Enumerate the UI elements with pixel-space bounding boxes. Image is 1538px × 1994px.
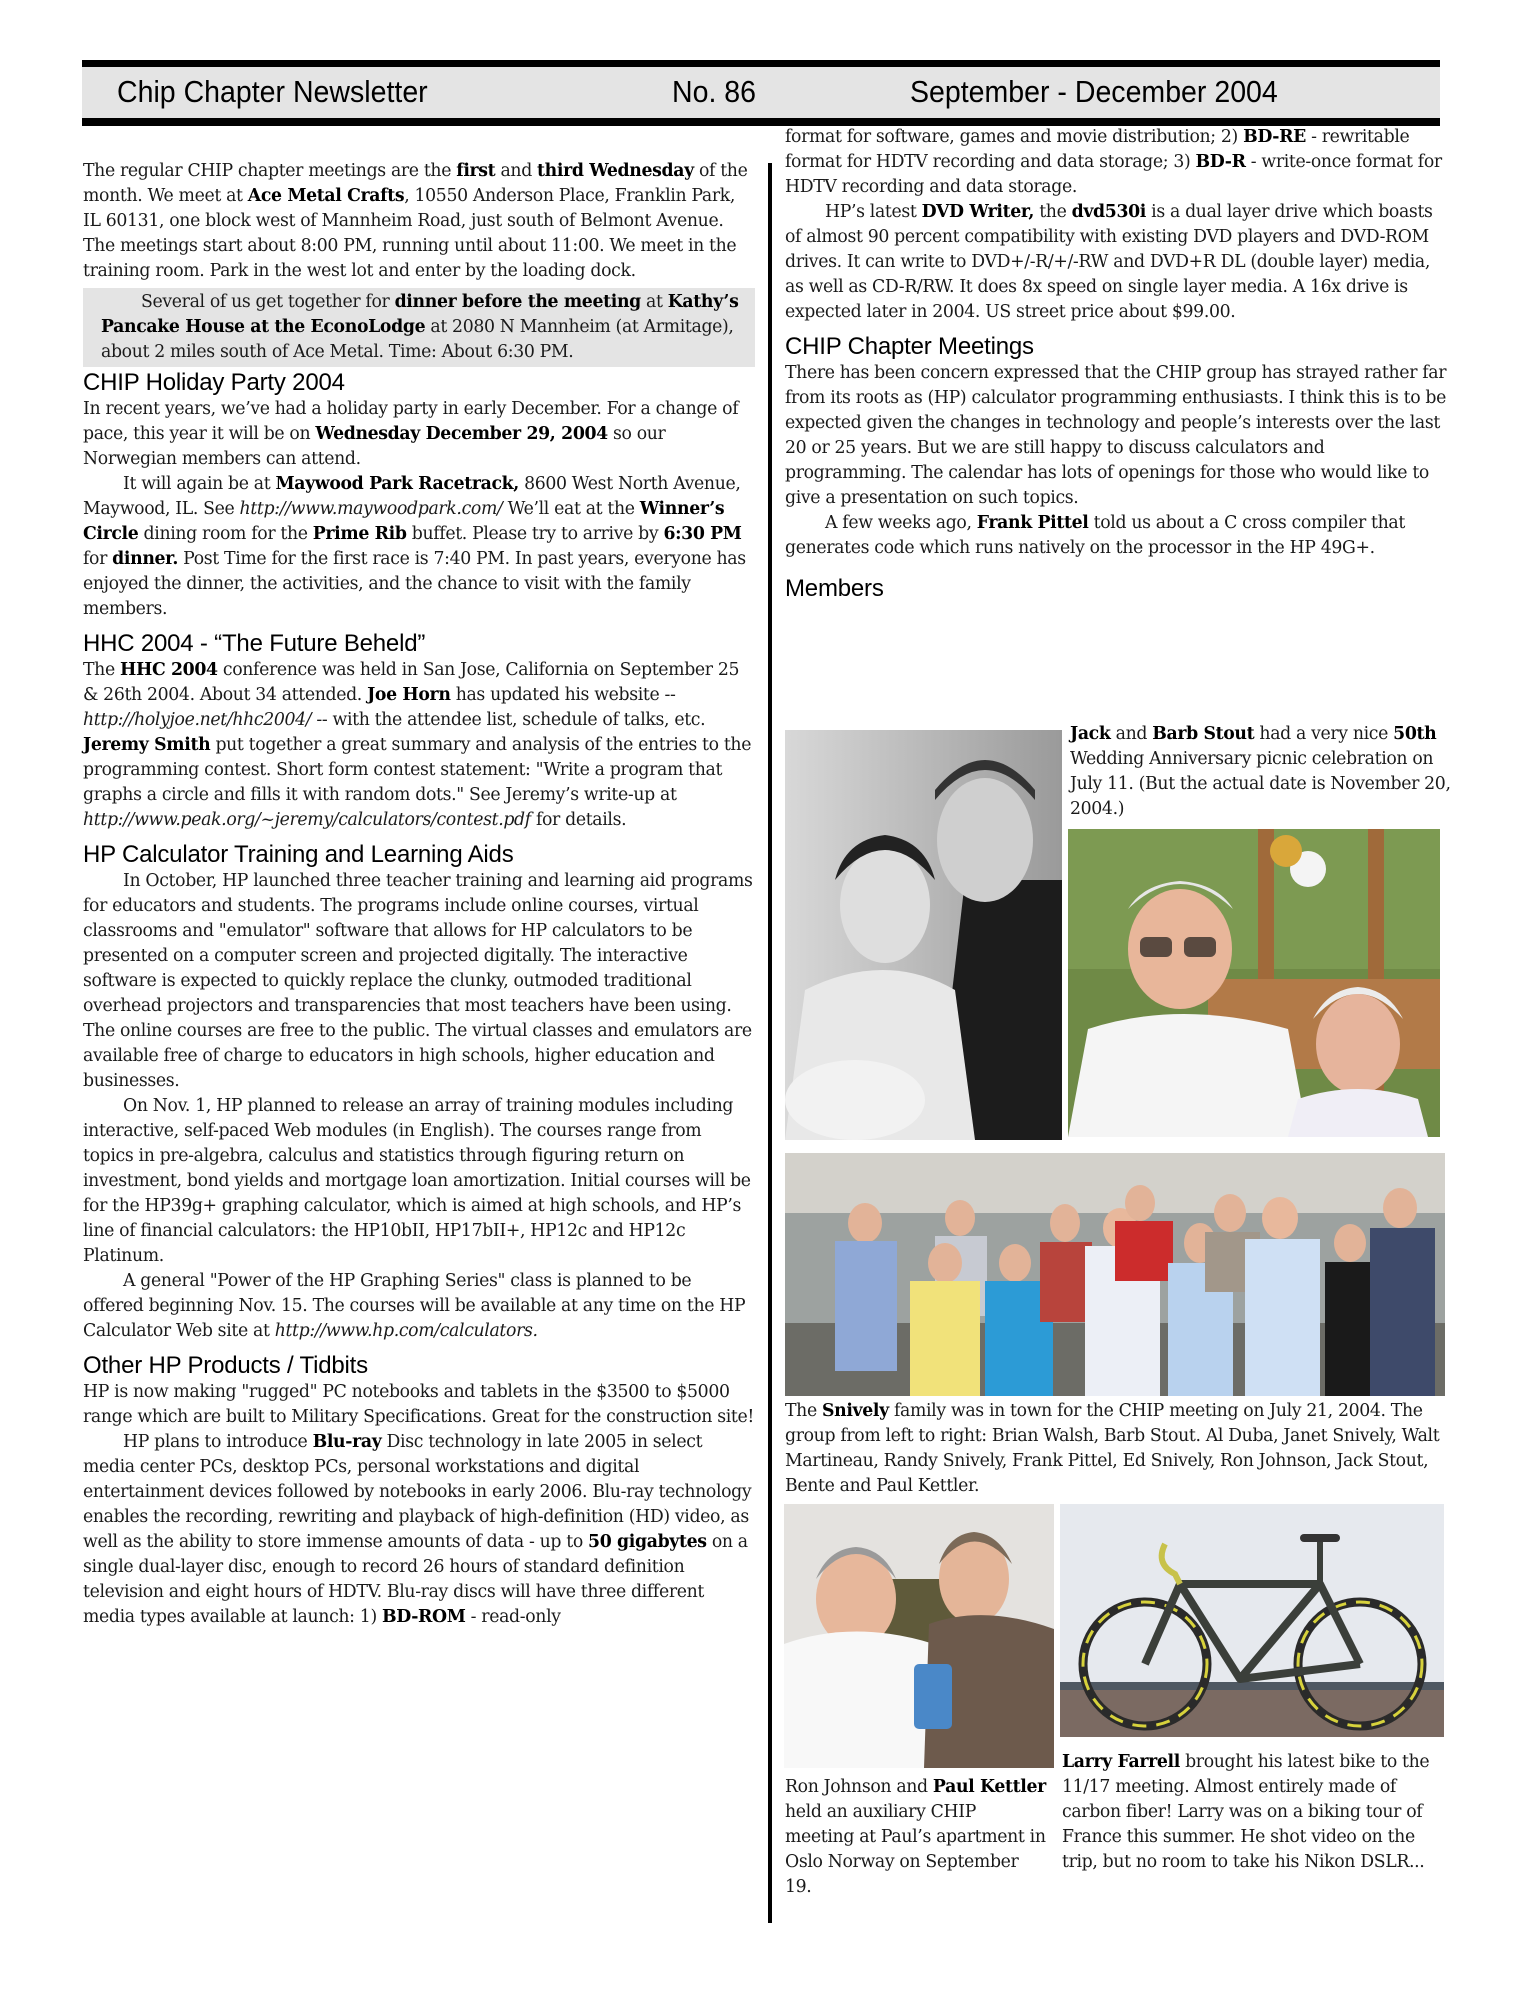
newsletter-title: Chip Chapter Newsletter — [117, 74, 428, 109]
text-run: On Nov. 1, HP planned to release an array of training modules including interactive, self-paced Web modules (in English). The courses range from topics in pre-algebra, calculus and statistics through figuring return on investment, bond yields and mortgage loan amortization. Initial courses will be for the HP39g+ graphing calculator, which is aimed at high schools, and HP’s line of financial calculators: the HP10bII, HP17bII+, HP12c and HP12c Platinum. — [83, 1096, 751, 1266]
text-run: HP plans to introduce — [123, 1432, 313, 1452]
bold-text: 6:30 PM — [663, 524, 742, 544]
paragraph — [83, 1430, 755, 1630]
text-run: - read-only — [465, 1607, 561, 1627]
text-run: put together a great summary and analysis of the entries to the programming contest. Short form contest statement: "Write a program that graphs a circle and fills it with random dots." See Jeremy’s write-up at — [83, 735, 752, 805]
anniversary-photo — [1068, 829, 1440, 1137]
bold-text: Jeremy Smith — [83, 735, 211, 755]
text-run: is a dual layer drive which boasts of almost 90 percent compatibility with existing DVD players and DVD-ROM drives. It can write to DVD+/-R/+/-RW and DVD+R DL (double layer) media, as well as CD-R/RW. It does 8x speed on single layer media. A 16x drive is expected later in 2004. US street price about $99.00. — [785, 202, 1433, 322]
text-run: has updated his website -- — [450, 685, 676, 705]
text-run: at 2080 N Mannheim (at Armitage), about 2 miles south of Ace Metal. Time: About 6:30 PM. — [101, 317, 734, 362]
text-run: conference was held in San Jose, California on September 25 & 26th 2004. About 34 attended. — [83, 660, 740, 705]
blu-ray-continuation — [785, 125, 1450, 325]
paragraph — [83, 1094, 755, 1269]
text-run: format for software, games and movie distribution; 2) — [785, 127, 1244, 147]
text-run: In recent years, we’ve had a holiday party in early December. For a change of pace, this year it will be on — [83, 399, 739, 444]
text-run: for details. — [530, 810, 627, 830]
text-run: the — [1034, 202, 1072, 222]
text-run: dining room for the — [138, 524, 313, 544]
issue-number: No. 86 — [672, 74, 757, 109]
bold-text: Paul Kettler — [932, 1777, 1046, 1797]
oslo-caption — [785, 1775, 1050, 1900]
section-heading: CHIP Chapter Meetings — [785, 333, 1034, 360]
left-column — [83, 159, 755, 1630]
text-run: A few weeks ago, — [825, 513, 977, 533]
url-text[interactable]: http://www.peak.org/~jeremy/calculators/contest.pdf — [83, 810, 531, 830]
text-run: of the month. We meet at — [83, 161, 748, 206]
section-heading: HP Calculator Training and Learning Aids — [83, 841, 514, 868]
url-text[interactable]: http://holyjoe.net/hhc2004/ — [83, 710, 312, 730]
text-run: HP’s latest — [825, 202, 922, 222]
text-run: , 10550 Anderson Place, Franklin Park, IL 60131, one block west of Mannheim Road, just south of Belmont Avenue. The meetings start about 8:00 PM, running until about 11:00. We meet in the training room. Park in the west lot and enter by the loading dock. — [83, 186, 737, 281]
text-run: for — [83, 549, 113, 569]
text-run: and — [495, 161, 538, 181]
paragraph — [785, 125, 1450, 200]
column-divider — [768, 163, 772, 1923]
url-text[interactable]: http://www.hp.com/calculators. — [274, 1321, 538, 1341]
paragraph — [785, 511, 1450, 561]
bold-text: Barb Stout — [1152, 724, 1255, 744]
text-run: Ron Johnson and — [785, 1777, 933, 1797]
bold-text: Frank Pittel — [976, 513, 1089, 533]
text-run: on a single dual-layer disc, enough to record 26 hours of standard definition television and eight hours of HDTV. Blu-ray discs will have three different media types available at launch: 1) — [83, 1532, 748, 1627]
bold-text: Wednesday December 29, 2004 — [315, 424, 608, 444]
paragraph — [83, 1269, 755, 1344]
text-run: told us about a C cross compiler that generates code which runs natively on the processor in the HP 49G+. — [785, 513, 1405, 558]
bold-text: Maywood Park Racetrack, — [275, 474, 519, 494]
text-run: - write-once format for HDTV recording and data storage. — [785, 152, 1442, 197]
paragraph — [785, 200, 1450, 325]
paragraph — [83, 472, 755, 622]
text-run: -- with the attendee list, schedule of talks, etc. — [311, 710, 706, 730]
bold-text: Joe Horn — [367, 685, 451, 705]
bold-text: 50 gigabytes — [588, 1532, 707, 1552]
text-run: 8600 West North Avenue, Maywood, IL. See — [83, 474, 741, 519]
text-run: HP is now making "rugged" PC notebooks and tablets in the $3500 to $5000 range which are built to Military Specifications. Great for the construction site! — [83, 1382, 754, 1427]
section-chapter-meetings — [785, 333, 1450, 561]
paragraph — [83, 1380, 755, 1430]
meeting-info-paragraph — [83, 159, 755, 284]
text-run: buffet. Please try to arrive by — [406, 524, 664, 544]
bold-text: dinner. — [112, 549, 179, 569]
bold-text: 50th — [1393, 724, 1437, 744]
text-run: Several of us get together for — [141, 292, 395, 312]
text-run: The — [83, 660, 120, 680]
bold-text: dvd530i — [1071, 202, 1147, 222]
bold-text: BD-ROM — [381, 1607, 466, 1627]
text-run: had a very nice — [1254, 724, 1394, 744]
text-run: so our Norwegian members can attend. — [83, 424, 666, 469]
members-heading: Members — [785, 575, 884, 602]
text-run: It will again be at — [123, 474, 276, 494]
bold-text: Snively — [821, 1401, 889, 1421]
group-caption — [785, 1399, 1450, 1499]
section-other-products — [83, 1352, 755, 1630]
section-training-aids — [83, 841, 755, 1344]
bold-text: Jack — [1070, 724, 1111, 744]
bold-text: dinner before the meeting — [394, 292, 641, 312]
bold-text: Prime Rib — [312, 524, 407, 544]
oslo-meeting-photo — [784, 1504, 1054, 1768]
bold-text: BD-R — [1195, 152, 1246, 172]
paragraph — [785, 361, 1450, 511]
bike-caption — [1062, 1750, 1447, 1875]
section-heading: Other HP Products / Tidbits — [83, 1352, 368, 1379]
anniversary-caption — [1070, 722, 1460, 822]
paragraph — [83, 397, 755, 472]
text-run: at — [640, 292, 668, 312]
issue-dates: September - December 2004 — [910, 74, 1278, 109]
url-text[interactable]: http://www.maywoodpark.com/ — [239, 499, 503, 519]
section-heading: HHC 2004 - “The Future Beheld” — [83, 630, 426, 657]
section-holiday-party — [83, 369, 755, 622]
carbon-bike-photo — [1060, 1504, 1444, 1737]
bold-text: Kathy’s Pancake House at the EconoLodge — [101, 292, 739, 337]
bold-text: Winner’s Circle — [83, 499, 725, 544]
paragraph — [83, 658, 755, 833]
right-column — [785, 125, 1450, 603]
bold-text: DVD Writer, — [921, 202, 1035, 222]
text-run: Post Time for the first race is 7:40 PM. In past years, everyone has enjoyed the dinner, the activities, and the chance to visit with the family members. — [83, 549, 746, 619]
bold-text: Blu-ray — [312, 1432, 382, 1452]
text-run: There has been concern expressed that the CHIP group has strayed rather far from its roots as (HP) calculator programming enthusiasts. I think this is to be expected given the changes in technology and people’s interests over the last 20 or 25 years. But we are still happy to discuss calculators and programming. The calendar has lots of openings for those who would like to give a presentation on such topics. — [785, 363, 1447, 508]
bold-text: third Wednesday — [537, 161, 694, 181]
text-run: We’ll eat at the — [502, 499, 640, 519]
group-photo — [785, 1153, 1445, 1396]
text-run: Disc technology in late 2005 in select media center PCs, desktop PCs, personal workstations and digital entertainment devices followed by notebooks in early 2006. Blu-ray technology enables the recording, rewriting and playback of high-definition (HD) video, as well as the ability to store immense amounts of data - up to — [83, 1432, 752, 1552]
text-run: family was in town for the CHIP meeting on July 21, 2004. The group from left to right: Brian Walsh, Barb Stout. Al Duba, Janet Snively, Walt Martineau, Randy Snively, Frank Pittel, Ed Snively, Ron Johnson, Jack Stout, Bente and Paul Kettler. — [785, 1401, 1440, 1496]
text-run: and — [1110, 724, 1153, 744]
dinner-callout — [83, 288, 755, 367]
text-run: The — [785, 1401, 822, 1421]
bold-text: Ace Metal Crafts — [247, 186, 405, 206]
text-run: - rewritable format for HDTV recording and data storage; 3) — [785, 127, 1410, 172]
text-run: held an auxiliary CHIP meeting at Paul’s apartment in Oslo Norway on September 19. — [785, 1802, 1046, 1897]
section-hhc-2004 — [83, 630, 755, 833]
text-run: Wedding Anniversary picnic celebration on July 11. (But the actual date is November 20, 2004.) — [1070, 749, 1451, 819]
dinner-callout-text — [101, 290, 749, 365]
section-heading: CHIP Holiday Party 2004 — [83, 369, 345, 396]
bold-text: first — [456, 161, 496, 181]
text-run: In October, HP launched three teacher training and learning aid programs for educators and students. The programs include online courses, virtual classrooms and "emulator" software that allows for HP calculators to be presented on a computer screen and projected digitally. The interactive software is expected to quickly replace the clunky, outmoded traditional overhead projectors and transparencies that most teachers have been using. The online courses are free to the public. The virtual classes and emulators are available free of charge to educators in high schools, higher education and businesses. — [83, 871, 753, 1091]
wedding-photo — [785, 730, 1062, 1140]
text-run: The regular CHIP chapter meetings are the — [83, 161, 457, 181]
paragraph — [83, 869, 755, 1094]
bold-text: Larry Farrell — [1062, 1752, 1180, 1772]
text-run: A general "Power of the HP Graphing Series" class is planned to be offered beginning Nov. 15. The courses will be available at any time on the HP Calculator Web site at — [83, 1271, 746, 1341]
text-run: brought his latest bike to the 11/17 meeting. Almost entirely made of carbon fiber! Larry was on a biking tour of France this summer. He shot video on the trip, but no room to take his Nikon DSLR... — [1062, 1752, 1430, 1872]
bold-text: HHC 2004 — [119, 660, 218, 680]
bold-text: BD-RE — [1243, 127, 1306, 147]
